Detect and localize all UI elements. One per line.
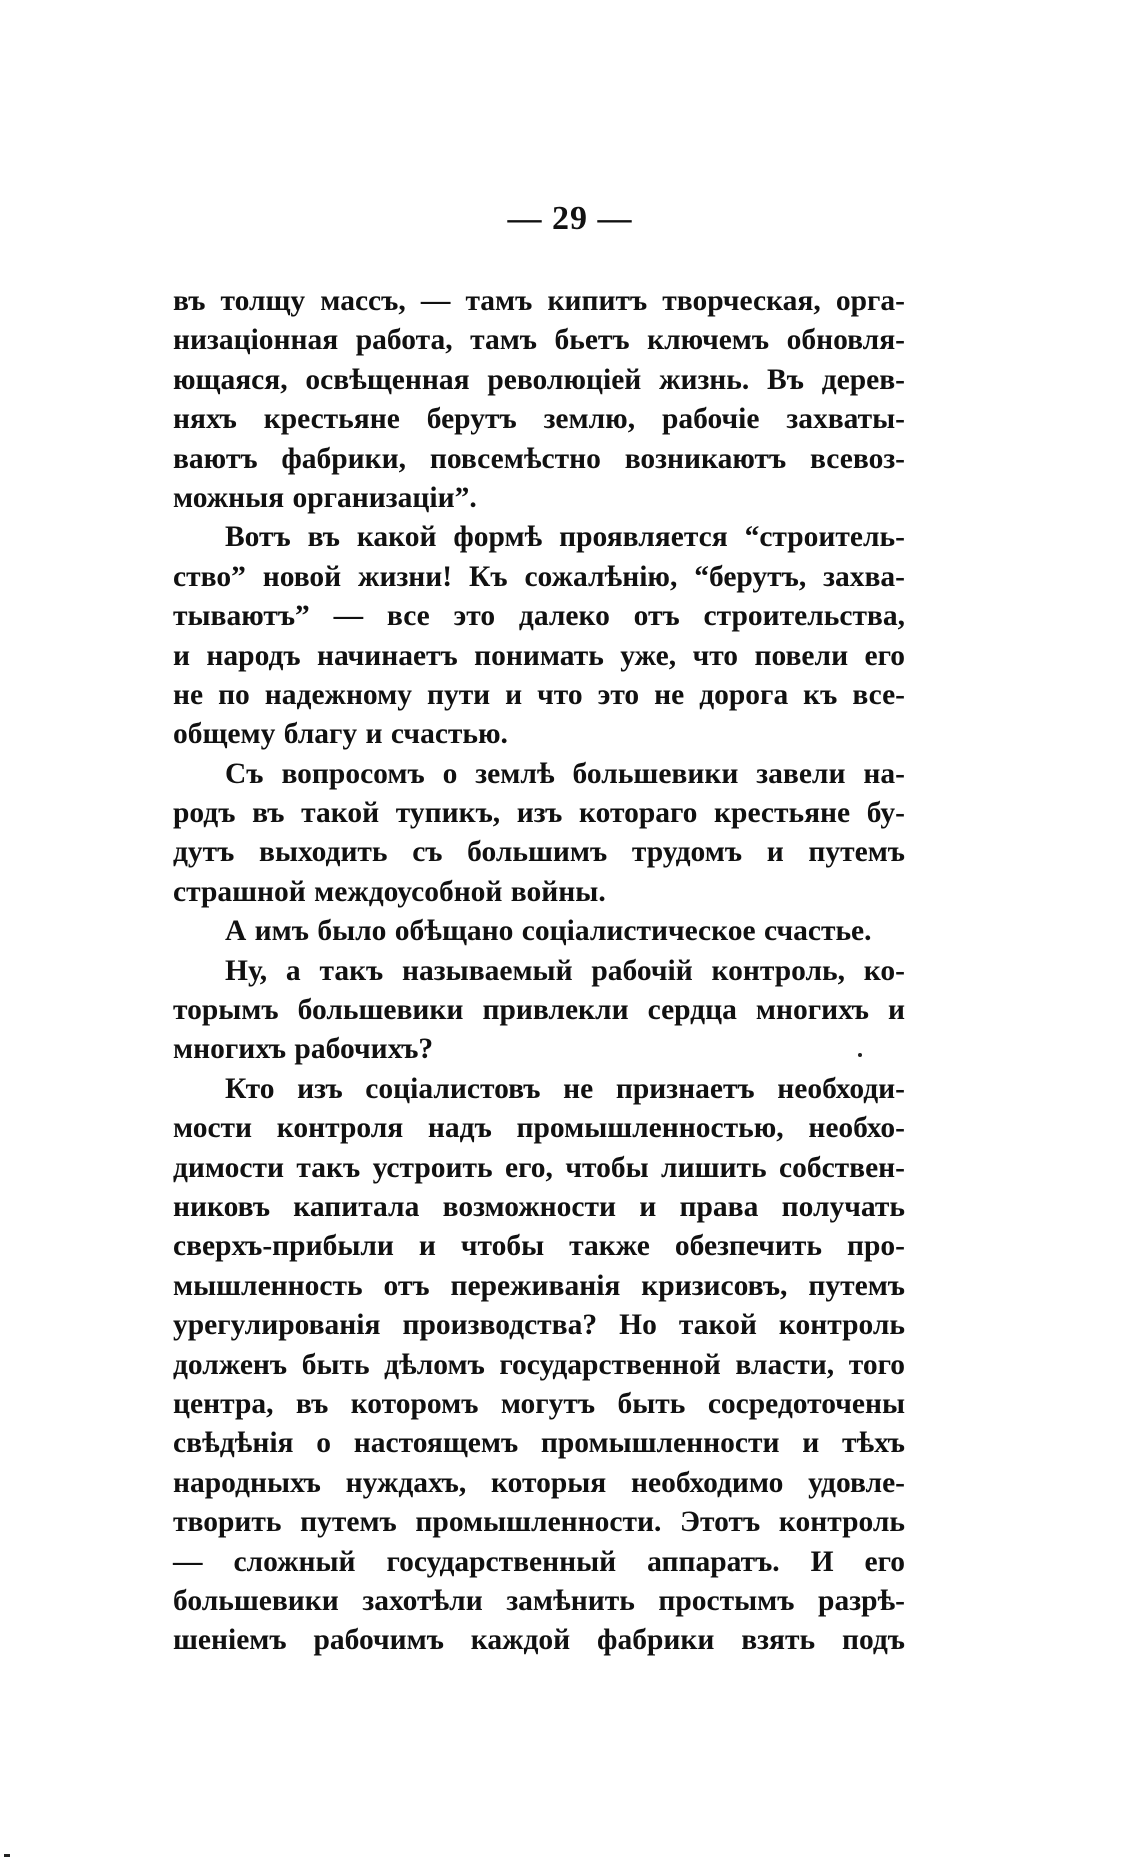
text-line: дутъ выходить съ большимъ трудомъ и путемъ [173,836,905,869]
text-line: мости контроля надъ промышленностью, необхо- [173,1112,905,1145]
text-line: не по надежному пути и что это не дорога къ все- [173,678,905,711]
scan-mark [4,1854,10,1857]
text-line: тываютъ” — все это далеко отъ строительства, [173,600,905,633]
text-line: родъ въ такой тупикъ, изъ котораго крестьяне бу- [173,797,905,830]
text-line: страшной междоусобной войны. [173,875,606,908]
text-line: ющаяся, освѣщенная революціей жизнь. Въ дерев- [173,363,905,396]
text-line: низаціонная работа, тамъ бьетъ ключемъ обновля- [173,324,905,357]
text-line: и народъ начинаетъ понимать уже, что повели его [173,639,905,672]
text-line: димости такъ устроить его, чтобы лишить собствен- [173,1151,905,1184]
text-line: ство” новой жизни! Къ сожалѣнію, “берутъ, захва- [173,560,905,593]
text-line: центра, въ которомъ могутъ быть сосредоточены [173,1387,905,1420]
text-line: общему благу и счастью. [173,718,508,751]
text-line: торымъ большевики привлекли сердца многихъ и [173,994,905,1027]
text-line: свѣдѣнія о настоящемъ промышленности и тѣхъ [173,1427,905,1460]
text-line: Ну, а такъ называемый рабочій контроль, ко- [225,954,905,987]
text-line: многихъ рабочихъ? [173,1033,434,1066]
text-line: А имъ было обѣщано соціалистическое счастье. [225,915,872,948]
text-line: шеніемъ рабочимъ каждой фабрики взять подъ [173,1624,905,1657]
text-line: въ толщу массъ, — тамъ кипитъ творческая, орга- [173,285,905,317]
text-line: творить путемъ промышленности. Этотъ контроль [173,1506,905,1539]
text-line: Вотъ въ какой формѣ проявляется “строитель- [225,521,905,554]
text-line: няхъ крестьяне берутъ землю, рабочіе захваты- [173,403,905,436]
text-line: большевики захотѣли замѣнить простымъ разрѣ- [173,1584,905,1617]
body-text [173,282,905,1661]
text-line: Съ вопросомъ о землѣ большевики завели на- [225,757,905,790]
print-speck [858,1053,862,1057]
text-line: урегулированія производства? Но такой контроль [173,1309,905,1342]
text-line: сверхъ-прибыли и чтобы также обезпечить про- [173,1230,905,1263]
text-line: можныя организаціи”. [173,481,477,514]
text-line: Кто изъ соціалистовъ не признаетъ необходи- [225,1072,905,1105]
text-line: народныхъ нуждахъ, которыя необходимо удовле- [173,1466,905,1499]
text-line: никовъ капитала возможности и права получать [173,1190,905,1223]
text-line: долженъ быть дѣломъ государственной власти, того [173,1348,905,1381]
text-line: мышленность отъ переживанія кризисовъ, путемъ [173,1269,905,1302]
text-line: — сложный государственный аппаратъ. И его [173,1545,905,1578]
text-line: ваютъ фабрики, повсемѣстно возникаютъ всевоз- [173,442,905,475]
page-number: — 29 — [507,200,633,237]
